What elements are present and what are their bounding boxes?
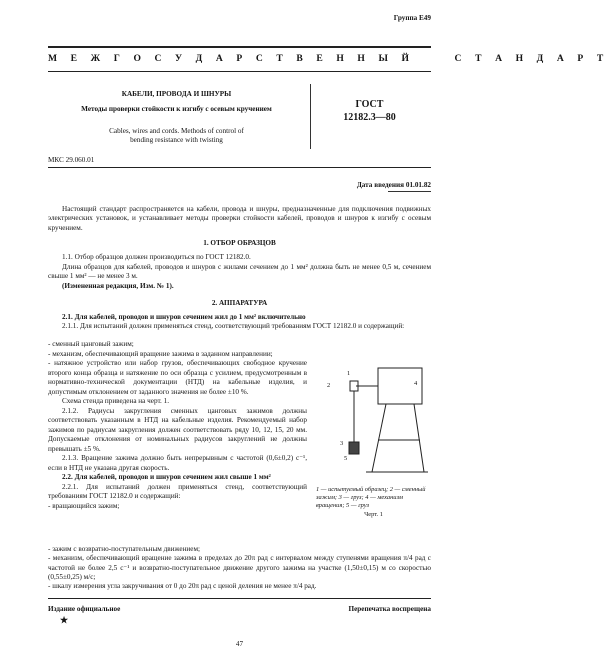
scheme-note: Схема стенда приведена на черт. 1. bbox=[62, 397, 170, 405]
test-stand-figure bbox=[316, 360, 431, 480]
weight-shape bbox=[349, 442, 359, 454]
section1-p1: 1.1. Отбор образцов должен производиться по ГОСТ 12182.0. bbox=[62, 253, 251, 261]
figure-label-1: 1 bbox=[347, 370, 351, 377]
section1-heading: 1. ОТБОР ОБРАЗЦОВ bbox=[203, 239, 276, 247]
subtitle-en-line1: Cables, wires and cords. Methods of control of bbox=[109, 127, 244, 135]
gost-label: ГОСТ bbox=[355, 99, 384, 110]
list2-item-2: - зажим с возвратно-поступательным движением; bbox=[48, 545, 201, 553]
gost-number: 12182.3—80 bbox=[343, 112, 396, 123]
intro-date-label: Дата введения bbox=[356, 181, 405, 189]
list2-item-4: - шкалу измерения угла закручивания от 0 до 20π рад с ценой деления не менее π/4 рад. bbox=[48, 582, 317, 591]
stand-leg-left bbox=[372, 404, 386, 472]
intro-paragraph: Настоящий стандарт распространяется на кабели, провода и шнуры, предназначенные для подключения подвижных электрических установок, и устанавливает методы проверки стойкости кабелей, проводов и шнуров к изгибу с осевым кручением. bbox=[48, 205, 431, 232]
list2-item-1: - вращающийся зажим; bbox=[48, 501, 120, 510]
stand-leg-right bbox=[414, 404, 424, 472]
document-title: КАБЕЛИ, ПРОВОДА И ШНУРЫ bbox=[121, 90, 232, 98]
official-edition: Издание официальное bbox=[48, 605, 121, 613]
figure-label-5: 5 bbox=[344, 455, 348, 462]
page-number: 47 bbox=[235, 640, 244, 648]
figure-caption: 1 — испытуемый образец; 2 — сменный зажим; 3 — груз; 4 — механизм вращения; 5 — груз bbox=[316, 486, 426, 509]
section2-1-3: 2.1.3. Вращение зажима должно быть непрерывным с частотой (0,6±0,2) с⁻¹, если в НТД не указана другая скорость. bbox=[48, 454, 307, 472]
section2-heading: 2. АППАРАТУРА bbox=[211, 299, 268, 307]
figure-label-4: 4 bbox=[414, 380, 418, 387]
banner-rule bbox=[48, 71, 431, 72]
intro-date-line bbox=[300, 181, 431, 190]
section2-1-2: 2.1.2. Радиусы закругления сменных цанговых зажимов должны соответствовать указанным в НТД на кабельные изделия. Рекомендуемый набор зажимов по радиусам закругления должен соответствовать ряду 10, 12, 15, 20 мм. Допускаемые отклонения от номинальных радиусов закруглений не должны превышать ±5 %. bbox=[48, 406, 307, 453]
section2-1-1: 2.1.1. Для испытаний должен применяться стенд, соответствующий требованиям ГОСТ 12182.0 и содержащий: bbox=[62, 322, 405, 330]
list1-item-3: - натяжное устройство или набор грузов, обеспечивающих свободное кручение второго конца образца и натяжение по оси образца с усилием, предусмотренным в нормативно-технической документации (НТД) на кабельные изделия, и допустимым отклонением от заданного значения не более ±10 %. bbox=[48, 359, 307, 396]
figure-title: Черт. 1 bbox=[364, 511, 383, 518]
intro-date-underline bbox=[388, 191, 431, 192]
section1-amendment: (Измененная редакция, Изм. № 1). bbox=[62, 282, 174, 290]
full-width-continuation bbox=[48, 545, 431, 591]
section2-2-1: 2.2.1. Для испытаний должен применяться стенд, соответствующий требованиям ГОСТ 12182.0 и содержащий: bbox=[48, 482, 307, 500]
star-icon: ★ bbox=[60, 615, 69, 625]
list1-item-1: - сменный цанговый зажим; bbox=[48, 340, 134, 348]
left-column bbox=[48, 336, 307, 511]
section1-p2: Длина образцов для кабелей, проводов и шнуров с жилами сечением до 1 мм² должна быть не менее 0,5 м, сечением свыше 1 мм² — не менее 3 м. bbox=[48, 263, 431, 281]
top-rule bbox=[48, 46, 431, 48]
document-subtitle: Методы проверки стойкости к изгибу с осевым кручением bbox=[81, 105, 272, 113]
subtitle-en-line2: bending resistance with twisting bbox=[130, 136, 223, 144]
group-label: Группа Е49 bbox=[393, 14, 431, 22]
footer-rule bbox=[48, 598, 431, 599]
section2-2-heading: 2.2. Для кабелей, проводов и шнуров сечением жил свыше 1 мм² bbox=[62, 473, 271, 481]
mks-code: МКС 29.060.01 bbox=[48, 156, 95, 164]
list2-item-3: - механизм, обеспечивающий вращение зажима в пределах до 20π рад с интервалом между ступенями вращения π/4 рад с частотой не более 2,5 с⁻¹ и возвратно-поступательное движение другого зажима на участке (1,50±0,15) м со скоростью (0,55±0,25) м/с; bbox=[48, 554, 431, 581]
standard-banner: М Е Ж Г О С У Д А Р С Т В Е Н Н Ы Й С Т А Н Д А Р Т bbox=[48, 53, 609, 64]
list1-item-2: - механизм, обеспечивающий вращение зажима в заданном направлении; bbox=[48, 349, 273, 358]
meta-rule bbox=[48, 167, 431, 168]
reprint-note: Перепечатка воспрещена bbox=[348, 605, 431, 613]
figure-label-2: 2 bbox=[327, 382, 331, 389]
figure-label-3: 3 bbox=[340, 440, 344, 447]
title-divider bbox=[310, 84, 311, 149]
intro-date: 01.01.82 bbox=[405, 181, 431, 189]
section2-1-heading: 2.1. Для кабелей, проводов и шнуров сечением жил до 1 мм² включительно bbox=[62, 313, 306, 321]
